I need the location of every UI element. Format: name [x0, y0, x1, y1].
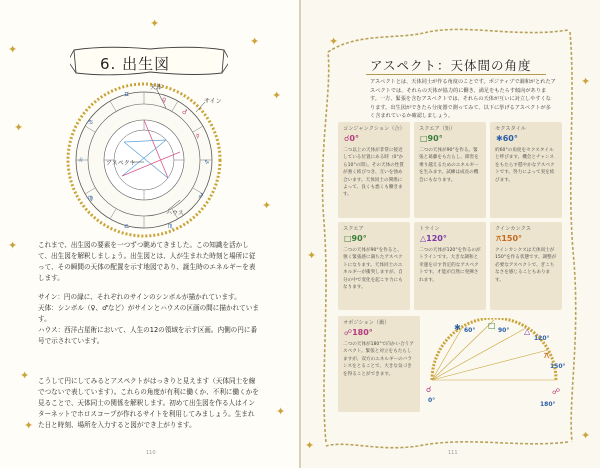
aspect-card-conjunction [338, 122, 410, 218]
star-decoration: ✦ [307, 249, 317, 262]
square-symbol: □90° [420, 134, 443, 143]
card-title: オポジション（衝） [343, 320, 390, 326]
card-title: セクスタイル [495, 126, 526, 132]
label-sign: サイン [204, 98, 222, 105]
card-title: スクエア（矩） [419, 126, 456, 132]
svg-text:☍: ☍ [552, 387, 561, 396]
star-decoration: ✦ [14, 121, 24, 134]
angle-label-90: 90° [498, 327, 510, 334]
svg-text:♐: ♐ [198, 193, 204, 200]
angle-label-60: 60° [464, 327, 476, 334]
star-decoration: ✦ [24, 419, 34, 432]
star-decoration: ✦ [150, 17, 160, 30]
svg-text:♋: ♋ [88, 119, 94, 126]
svg-text:♎: ♎ [124, 223, 130, 230]
title-underline [366, 74, 546, 75]
star-decoration: ✦ [276, 405, 286, 418]
sextile-symbol: ✱60° [496, 134, 518, 143]
aspect-intro-text: アスペクトとは、天体同士が作る角度のことです。ポジティブで調和がとれたアスペクトでは、それらの天体が協力的に働き、満足をもたらす傾向があります。一方、緊張を含むアスペクトでは、それらの天体が互いに対立しやすくなります。出生図ができたら分度器で測ってみて、以下に挙げるアスペクトが多く含まれているか確認しましょう。 [370, 79, 556, 119]
aspect-card-opposition [338, 316, 420, 412]
svg-text:♀: ♀ [162, 97, 167, 104]
angle-label-0: 0° [428, 397, 436, 404]
svg-text:♍: ♍ [88, 195, 94, 202]
angle-label-120: 120° [534, 335, 550, 342]
aspect-card-quincunx [490, 222, 562, 310]
star-decoration: ✦ [329, 35, 339, 48]
angle-label-150: 150° [550, 363, 566, 370]
svg-text:✱: ✱ [454, 323, 461, 332]
svg-text:♏: ♏ [168, 223, 174, 230]
star-decoration: ✦ [305, 439, 315, 452]
left-page [0, 0, 299, 468]
opposition-symbol: ☍180° [344, 328, 373, 337]
star-decoration: ✦ [272, 89, 282, 102]
quincunx-symbol: ⚻150° [496, 234, 523, 243]
angle-label-180: 180° [540, 401, 556, 408]
card-title: トライン [419, 226, 440, 232]
card-text: 二つ以上の天体が非常に接近している位置にある時（0°から10°の間）。その天体の性質が強く結びつき、互いを強め合います。天体同士の関係によって、良くも悪くも働きます。 [343, 148, 404, 198]
card-text: 二つの天体が180°で向かい合うアスペクト。緊張と対立をもたらしますが、双方のエネルギーのバランスをとることで、大きな気づきを得ることができます。 [343, 342, 414, 377]
aspect-card-sextile [490, 122, 562, 218]
section-title: 6. 出生図 [100, 55, 171, 73]
star-decoration: ✦ [581, 429, 591, 442]
card-text: クインカンクスは天体同士が150°を作る状態です。調整が必要なアスペクトで、ぎこちなさを感じることもあります。 [495, 248, 557, 283]
svg-text:♌: ♌ [78, 157, 84, 164]
svg-text:☌: ☌ [426, 385, 432, 394]
card-title: スクエア [343, 226, 364, 232]
definition-sign: サイン：円の縁に、それぞれのサインのシンボルが描かれています。 [38, 293, 241, 301]
card-text: 二つの天体が120°を作るのがトラインです。大きな調和と幸運を示す肯定的なアスペクトです。才能が自然に発揮されます。 [419, 248, 481, 283]
star-decoration: ✦ [581, 75, 591, 88]
birth-chart [64, 80, 224, 240]
star-decoration: ✦ [262, 199, 272, 212]
svg-text:⚻: ⚻ [544, 351, 550, 360]
body-paragraph-1: これまで、出生図の要素を一つずつ眺めてきました。この知識を活かして、出生図を解釈しましょう。出生図とは、人が生まれた時刻と場所に従って、その瞬間の天体の配置を示す地図であり、誕生時のエネルギーを表します。 [38, 241, 256, 282]
aspect-page-title: アスペクト：天体間の角度 [370, 58, 532, 73]
svg-text:♂: ♂ [182, 109, 188, 116]
aspect-card-trine [414, 222, 486, 310]
card-text: 二つの天体が90°を作ると、強く緊張感に満ちたアスペクトになります。天体同士のエネルギーが衝突しますが、自分の中で変化を起こす力にもなります。 [343, 248, 403, 291]
card-title: コンジャンクション（合） [343, 126, 405, 132]
label-aspect: アスペクト [106, 160, 136, 167]
definitions-list [38, 292, 260, 347]
star-decoration: ✦ [250, 35, 260, 48]
trine-symbol: △120° [420, 234, 447, 243]
square-symbol: □90° [344, 234, 367, 243]
star-decoration: ✦ [8, 239, 18, 252]
aspect-angle-diagram [426, 318, 566, 418]
label-house: ハウス [166, 210, 184, 217]
svg-text:♑: ♑ [204, 159, 210, 166]
page-number: 111 [448, 450, 458, 456]
svg-text:△: △ [524, 327, 531, 336]
conjunction-symbol: ☌0° [344, 134, 359, 143]
card-text: 約60°の角度をセクスタイルと呼びます。機会とチャンスをもたらす穏やかなアスペクトです。努力によって実を結びます。 [495, 148, 555, 183]
label-tentai: 天体 [150, 84, 163, 91]
definition-house: ハウス：西洋占星術において、人生の12の領域を示す区画。内側の円に番号で示されています。 [38, 326, 258, 345]
aspect-card-square-a [414, 122, 486, 218]
svg-text:□: □ [488, 321, 496, 330]
body-paragraph-2: こうして円にしてみるとアスペクトがはっきりと見えます（天体同士を線でつないで表しています）。これらの角度が有利に働くか、不利に働くかを見ることで、天体同士の関係を解釈します。初めて出生図を作る人はインターネットでホロスコープが作れるサイトを利用してみましょう。生まれた日と時刻、場所を入力すると図ができ上がります。 [38, 377, 259, 429]
star-decoration: ✦ [8, 43, 18, 56]
card-title: クインカンクス [495, 226, 531, 232]
aspect-card-square [338, 222, 410, 310]
card-text: 二つの天体が90°を作る。緊張と葛藤をもたらし、障害を乗り越えるためのエネルギーを生みます。試練は成長の機会にもなります。 [419, 148, 479, 183]
star-decoration: ✦ [20, 369, 30, 382]
definition-tentai: 天体：シンボル（♀、♂など）がサインとハウスの区画の間に描かれています。 [38, 304, 259, 323]
svg-text:♊: ♊ [124, 91, 130, 98]
svg-text:☿: ☿ [196, 133, 200, 140]
page-number: 110 [146, 450, 156, 456]
